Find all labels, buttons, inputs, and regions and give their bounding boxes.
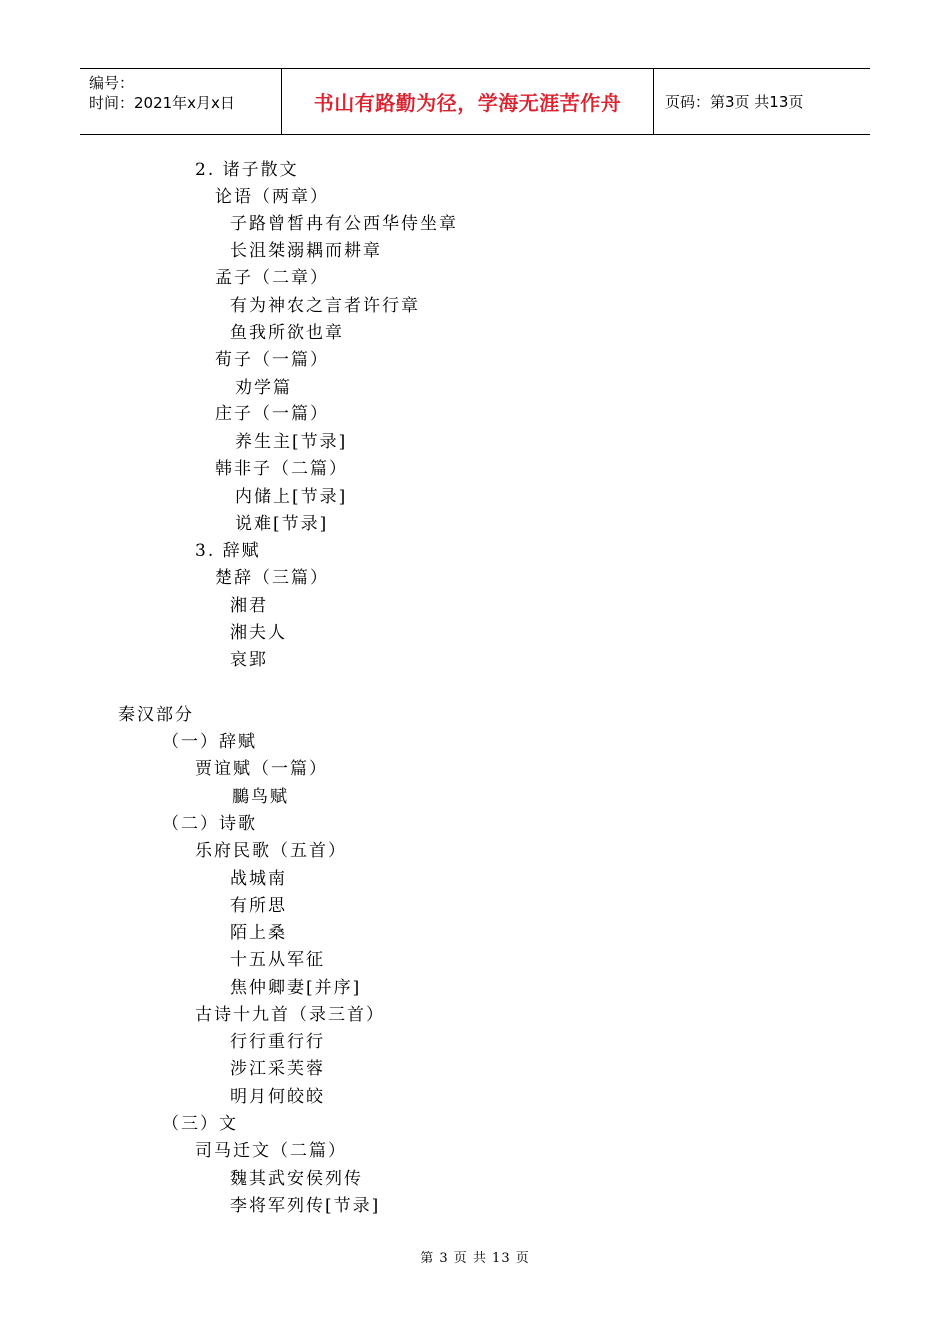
- list-item: 内储上[节录]: [235, 487, 348, 507]
- part-heading: 秦汉部分: [118, 705, 194, 725]
- subheading: 乐府民歌（五首）: [195, 841, 347, 861]
- list-item: 湘君: [230, 596, 268, 616]
- list-item: 长沮桀溺耦而耕章: [230, 241, 382, 261]
- section-heading: （三）文: [162, 1114, 238, 1134]
- section-heading: （二）诗歌: [162, 814, 257, 834]
- subheading: 孟子（二章）: [215, 268, 329, 288]
- section-heading: 2. 诸子散文: [195, 160, 299, 180]
- list-item: 明月何皎皎: [230, 1087, 325, 1107]
- list-item: 湘夫人: [230, 623, 287, 643]
- subheading: 古诗十九首（录三首）: [195, 1005, 385, 1025]
- section-heading: （一）辞赋: [162, 732, 257, 752]
- list-item: 魏其武安侯列传: [230, 1169, 363, 1189]
- header-page-info: 页码：第3页 共13页: [665, 93, 804, 111]
- subheading: 论语（两章）: [215, 187, 329, 207]
- subheading: 荀子（一篇）: [215, 350, 329, 370]
- list-item: 焦仲卿妻[并序]: [230, 978, 362, 998]
- list-item: 战城南: [230, 869, 287, 889]
- page-footer: 第 3 页 共 13 页: [420, 1251, 530, 1266]
- doc-number-label: 编号：: [89, 74, 135, 92]
- list-item: 陌上桑: [230, 923, 287, 943]
- doc-time-label: 时间：2021年x月x日: [89, 94, 235, 112]
- subheading: 司马迁文（二篇）: [195, 1141, 347, 1161]
- list-item: 说难[节录]: [235, 514, 329, 534]
- subheading: 贾谊赋（一篇）: [195, 759, 328, 779]
- list-item: 鵩鸟赋: [232, 787, 289, 807]
- list-item: 哀郢: [230, 650, 268, 670]
- section-heading: 3. 辞赋: [195, 541, 261, 561]
- list-item: 子路曾皙冉有公西华侍坐章: [230, 214, 458, 234]
- list-item: 鱼我所欲也章: [230, 323, 344, 343]
- list-item: 养生主[节录]: [235, 432, 348, 452]
- list-item: 涉江采芙蓉: [230, 1059, 325, 1079]
- subheading: 楚辞（三篇）: [215, 568, 329, 588]
- header-motto: 书山有路勤为径，学海无涯苦作舟: [282, 69, 654, 134]
- list-item: 劝学篇: [235, 378, 292, 398]
- subheading: 韩非子（二篇）: [215, 459, 348, 479]
- list-item: 有为神农之言者许行章: [230, 296, 420, 316]
- subheading: 庄子（一篇）: [215, 404, 329, 424]
- list-item: 李将军列传[节录]: [230, 1196, 381, 1216]
- list-item: 有所思: [230, 896, 287, 916]
- list-item: 十五从军征: [230, 950, 325, 970]
- list-item: 行行重行行: [230, 1032, 325, 1052]
